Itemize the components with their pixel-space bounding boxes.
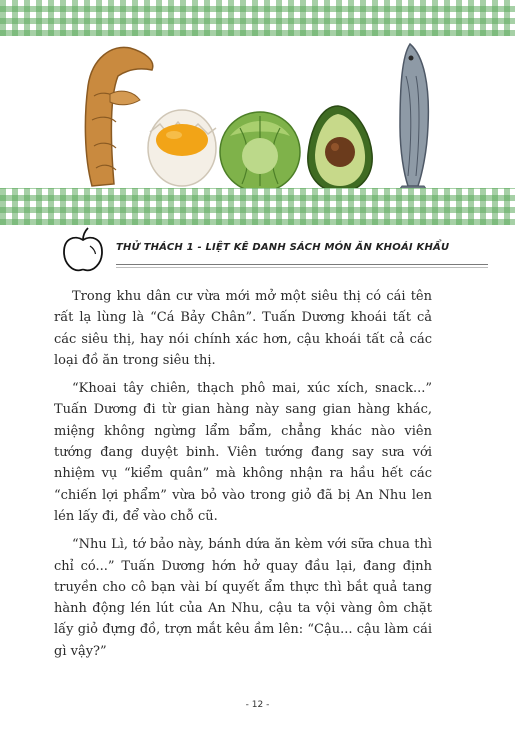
story-text [54, 286, 432, 669]
cabbage-letter-o [220, 112, 300, 192]
paragraph: Trong khu dân cư vừa mới mở một siêu thị có cái tên rất lạ lùng là “Cá Bảy Chân”. Tuấn Dương khoái tất cả các siêu thị, hay nói chính xác hơn, cậu khoái tất cả các loại đồ ăn trong siêu thị. [54, 289, 432, 368]
challenge-header [60, 226, 450, 274]
food-letters-illustration [70, 36, 450, 194]
fish-letter-l [396, 44, 430, 194]
paragraph: “Khoai tây chiên, thạch phô mai, xúc xích, snack...” Tuấn Dương đi từ gian hàng này sang gian hàng khác, miệng không ngừng lẩm bẩm, chẳng khác nào viên tướng đang duyệt binh. Viên tướng đang say sưa với nhiệm vụ “kiểm quân” mà không nhận ra hầu hết các “chiến lợi phẩm” vừa bỏ vào trong giỏ đã bị An Nhu len lén lấy đi, để vào chỗ cũ. [54, 381, 432, 524]
gingham-border-top [0, 0, 515, 36]
egg-letter-o [148, 110, 216, 186]
gingham-border-bottom [0, 188, 515, 225]
croissant-letter-f [85, 47, 152, 186]
challenge-title: THỬ THÁCH 1 - LIỆT KÊ DANH SÁCH MÓN ĂN KHOÁI KHẨU [116, 242, 450, 253]
header-divider-secondary [116, 267, 488, 268]
paragraph: “Nhu Lì, tớ bảo này, bánh dứa ăn kèm với sữa chua thì chỉ có...” Tuấn Dương hớn hở quay đầu lại, đang định truyền cho cô bạn vài bí quyết ẩm thực thì bắt quả tang hành động lén lút của An Nhu, cậu ta vội vàng ôm chặt lấy giỏ đựng đồ, trợn mắt kêu ầm lên: “Cậu... cậu làm cái gì vậy?” [54, 537, 432, 659]
apple-icon [60, 226, 106, 274]
page-number: - 12 - [245, 700, 270, 710]
avocado-letter-o [308, 106, 372, 192]
header-divider [116, 264, 488, 265]
